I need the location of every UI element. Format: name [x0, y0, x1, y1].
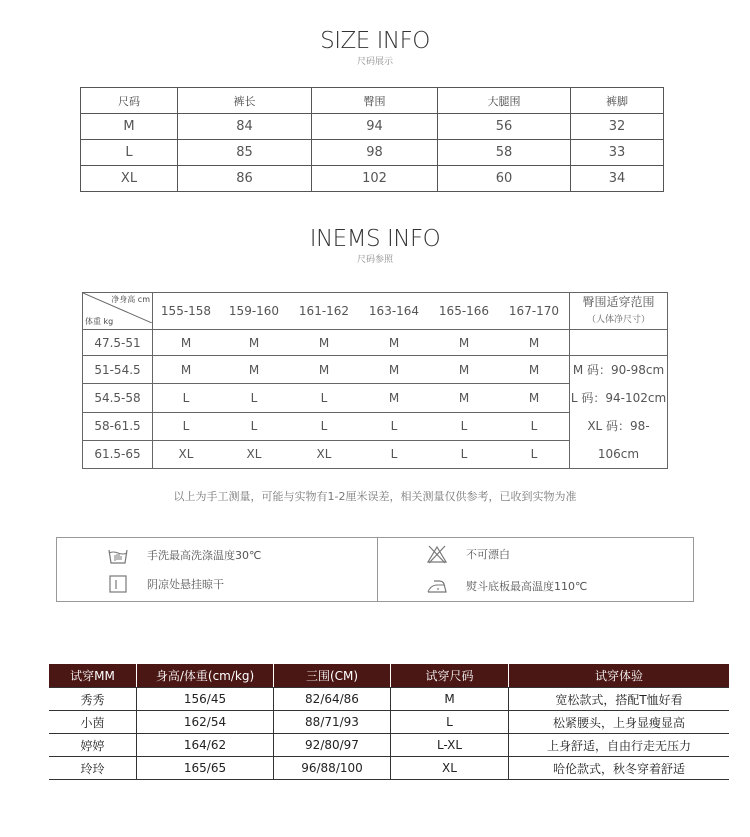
care-wash	[107, 545, 261, 565]
weight-cell: 54.5-58	[83, 384, 153, 412]
size-cell: L	[359, 440, 429, 468]
size-cell: L	[359, 412, 429, 440]
size-cell: M	[359, 356, 429, 384]
range-header-cell	[570, 293, 668, 330]
table-cell: 92/80/97	[274, 734, 391, 757]
corner-cell	[83, 293, 153, 330]
no-bleach-icon	[426, 544, 448, 564]
size-cell: M	[359, 384, 429, 412]
care-wash-label: 手洗最高洗涤温度30℃	[147, 549, 262, 562]
table-cell: 94	[312, 114, 438, 140]
table-cell: 60	[438, 166, 571, 192]
table-cell: L	[391, 711, 509, 734]
size-cell: XL	[153, 440, 220, 468]
size-cell: L	[429, 440, 499, 468]
table-cell: L-XL	[391, 734, 509, 757]
table-cell: 165/65	[137, 757, 274, 780]
range-spacer	[570, 330, 668, 356]
table-cell: 102	[312, 166, 438, 192]
range-header: 臀围适穿范围	[582, 295, 655, 309]
weight-cell: 58-61.5	[83, 412, 153, 440]
iron-icon	[426, 576, 448, 596]
care-bleach	[426, 544, 510, 564]
measurement-note: 以上为手工测量，可能与实物有1-2厘米误差，相关测量仅供参考，已收到实物为准	[173, 490, 577, 503]
size-cell: L	[153, 412, 220, 440]
height-cell: 155-158	[153, 293, 220, 330]
table-cell: XL	[81, 166, 178, 192]
hand-wash-icon	[107, 545, 129, 565]
care-dry	[107, 574, 224, 594]
table-cell: 58	[438, 140, 571, 166]
size-cell: M	[499, 330, 570, 356]
header-cell: 试穿体验	[509, 664, 730, 688]
range-item: L 码：94-102cm	[570, 391, 667, 405]
size-info-title: SIZE INFO	[320, 28, 430, 54]
height-cell: 159-160	[219, 293, 289, 330]
size-cell: L	[219, 384, 289, 412]
table-row	[49, 688, 729, 711]
table-cell: 34	[571, 166, 664, 192]
size-cell: M	[429, 330, 499, 356]
range-subheader: （人体净尺寸）	[586, 315, 650, 325]
table-cell: 86	[178, 166, 312, 192]
care-bleach-label: 不可漂白	[466, 548, 510, 561]
table-row	[81, 140, 664, 166]
header-cell: 臀围	[312, 88, 438, 114]
table-cell: 松紧腰头，上身显瘦显高	[509, 711, 730, 734]
size-cell: M	[153, 330, 220, 356]
care-iron	[426, 576, 587, 596]
fit-table-header	[49, 664, 729, 688]
line-dry-icon	[107, 574, 129, 594]
size-cell: M	[359, 330, 429, 356]
height-cell: 167-170	[499, 293, 570, 330]
care-iron-label: 熨斗底板最高温度110℃	[466, 580, 588, 593]
table-cell: L	[81, 140, 178, 166]
size-cell: M	[219, 356, 289, 384]
header-cell: 裤长	[178, 88, 312, 114]
table-cell: 33	[571, 140, 664, 166]
size-cell: L	[153, 384, 220, 412]
size-cell: M	[429, 384, 499, 412]
table-cell: 96/88/100	[274, 757, 391, 780]
size-info-heading	[0, 28, 750, 67]
table-cell: 162/54	[137, 711, 274, 734]
size-cell: XL	[219, 440, 289, 468]
reference-table	[82, 292, 668, 469]
header-cell: 裤脚	[571, 88, 664, 114]
reference-table-header	[83, 293, 668, 330]
table-row	[49, 734, 729, 757]
table-cell: 秀秀	[49, 688, 137, 711]
table-cell: M	[391, 688, 509, 711]
size-table-header	[81, 88, 664, 114]
inems-info-heading	[0, 226, 750, 265]
table-cell: 56	[438, 114, 571, 140]
inems-info-title: INEMS INFO	[309, 226, 441, 252]
table-cell: 164/62	[137, 734, 274, 757]
size-table	[80, 87, 664, 192]
table-cell: 82/64/86	[274, 688, 391, 711]
header-cell: 三围(CM)	[274, 664, 391, 688]
height-cell: 165-166	[429, 293, 499, 330]
table-cell: M	[81, 114, 178, 140]
table-row	[81, 114, 664, 140]
table-row	[81, 166, 664, 192]
table-cell: 婷婷	[49, 734, 137, 757]
height-cell: 163-164	[359, 293, 429, 330]
size-cell: M	[289, 356, 359, 384]
size-cell: M	[289, 330, 359, 356]
size-cell: M	[499, 384, 570, 412]
weight-cell: 61.5-65	[83, 440, 153, 468]
table-row	[49, 757, 729, 780]
header-cell: 尺码	[81, 88, 178, 114]
care-dry-label: 阴凉处悬挂晾干	[147, 578, 224, 591]
size-cell: M	[429, 356, 499, 384]
size-cell: L	[219, 412, 289, 440]
table-cell: 玲玲	[49, 757, 137, 780]
inems-info-subtitle: 尺码参照	[356, 255, 393, 265]
weight-cell: 47.5-51	[83, 330, 153, 356]
table-row	[83, 356, 668, 384]
table-cell: 32	[571, 114, 664, 140]
weight-axis-label: 体重 kg	[85, 317, 114, 326]
range-list	[570, 356, 668, 469]
size-cell: L	[289, 384, 359, 412]
table-row	[49, 711, 729, 734]
range-item: XL 码：98-106cm	[587, 419, 650, 461]
size-cell: L	[499, 440, 570, 468]
size-cell: L	[429, 412, 499, 440]
header-cell: 试穿尺码	[391, 664, 509, 688]
header-cell: 大腿围	[438, 88, 571, 114]
table-cell: XL	[391, 757, 509, 780]
table-cell: 小茵	[49, 711, 137, 734]
size-cell: M	[499, 356, 570, 384]
size-cell: XL	[289, 440, 359, 468]
table-cell: 84	[178, 114, 312, 140]
range-item: M 码：90-98cm	[572, 363, 665, 377]
table-cell: 哈伦款式，秋冬穿着舒适	[509, 757, 730, 780]
header-cell: 试穿MM	[49, 664, 137, 688]
table-cell: 上身舒适，自由行走无压力	[509, 734, 730, 757]
height-axis-label: 净身高 cm	[111, 295, 150, 304]
table-cell: 宽松款式，搭配T恤好看	[509, 688, 730, 711]
table-cell: 85	[178, 140, 312, 166]
size-cell: M	[153, 356, 220, 384]
table-cell: 88/71/93	[274, 711, 391, 734]
table-row	[83, 330, 668, 356]
size-cell: L	[499, 412, 570, 440]
table-cell: 98	[312, 140, 438, 166]
size-cell: M	[219, 330, 289, 356]
height-cell: 161-162	[289, 293, 359, 330]
header-cell: 身高/体重(cm/kg)	[137, 664, 274, 688]
care-divider	[377, 538, 378, 601]
table-cell: 156/45	[137, 688, 274, 711]
weight-cell: 51-54.5	[83, 356, 153, 384]
fit-table	[49, 664, 729, 780]
size-info-subtitle: 尺码展示	[356, 57, 393, 67]
size-cell: L	[289, 412, 359, 440]
care-instructions	[56, 537, 694, 602]
